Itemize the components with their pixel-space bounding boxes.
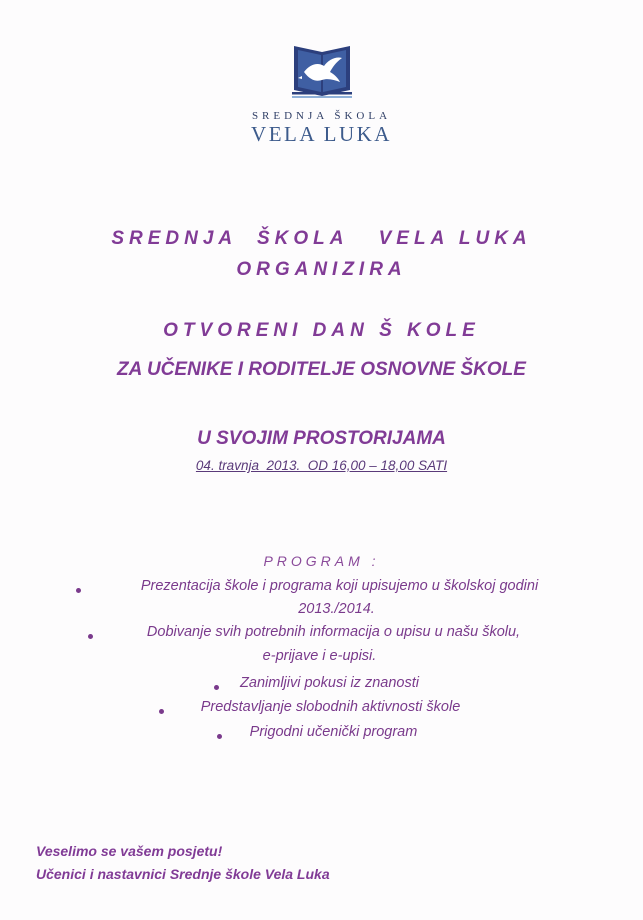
program-item-1-line1: Prezentacija škole i programa koji upisujemo u školskoj godini [140, 578, 539, 594]
heading-organizira: ORGANIZIRA [236, 259, 407, 280]
footer-signature: Učenici i nastavnici Srednje škole Vela Luka [36, 866, 330, 882]
logo-school-small-text: SREDNJA ŠKOLA [251, 110, 392, 122]
heading-audience: ZA UČENIKE I RODITELJE OSNOVNE ŠKOLE [117, 359, 526, 380]
program-item-2-line2: e-prijave i e-upisi. [262, 648, 377, 664]
logo-school-name: VELA LUKA [251, 122, 392, 146]
heading-open-day: OTVORENI DAN Š KOLE [163, 320, 480, 341]
heading-school-name: SREDNJA ŠKOLA VELA LUKA [111, 228, 532, 249]
program-item-5: Prigodni učenički program [249, 724, 418, 740]
school-logo [0, 42, 643, 100]
event-date-time: 04. travnja 2013. OD 16,00 – 18,00 SATI [195, 458, 448, 473]
program-item-2-line1: Dobivanje svih potrebnih informacija o upisu u našu školu, [146, 624, 521, 640]
book-dove-icon [290, 42, 354, 100]
heading-location: U SVOJIM PROSTORIJAMA [197, 428, 446, 449]
program-item-4: Predstavljanje slobodnih aktivnosti škole [200, 699, 461, 715]
footer-greeting: Veselimo se vašem posjetu! [36, 843, 223, 859]
program-item-1-line2: 2013./2014. [298, 601, 375, 617]
program-item-3: Zanimljivi pokusi iz znanosti [240, 675, 419, 691]
program-heading: PROGRAM : [263, 553, 380, 569]
